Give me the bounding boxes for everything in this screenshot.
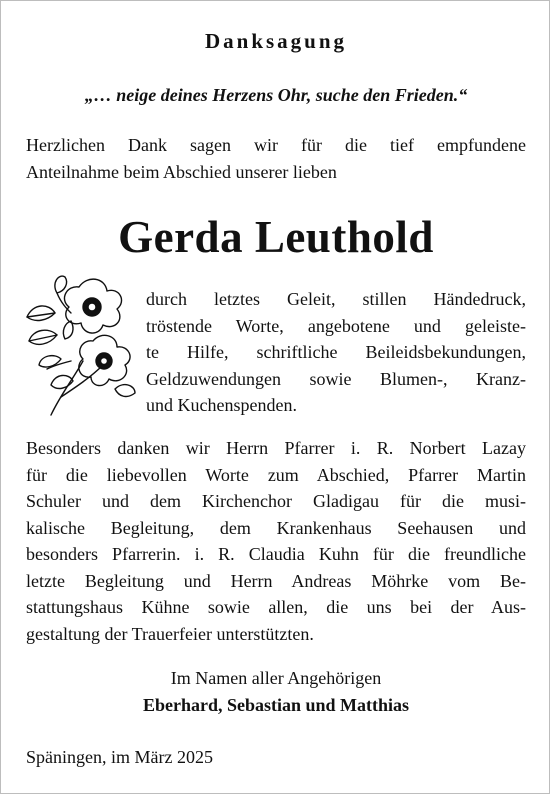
signature-names: Eberhard, Sebastian und Matthias bbox=[142, 695, 410, 715]
deceased-name: Gerda Leuthold bbox=[118, 212, 434, 262]
thanks-line: letzte Begleitung und Herrn Andreas Möhrke vom Be- bbox=[26, 570, 526, 591]
side-line: und Kuchenspenden. bbox=[146, 395, 297, 415]
thanks-line: kalische Begleitung, dem Krankenhaus Seehausen und bbox=[26, 517, 526, 538]
thanks-side-paragraph bbox=[146, 286, 526, 419]
quote: „… neige deines Herzens Ohr, suche den Frieden.“ bbox=[84, 85, 468, 105]
thanks-line: Besonders danken wir Herrn Pfarrer i. R. Norbert Lazay bbox=[26, 438, 526, 458]
place-date: Späningen, im März 2025 bbox=[26, 747, 213, 767]
side-line: durch letztes Geleit, stillen Händedruck, bbox=[146, 289, 526, 309]
thanks-line: für die liebevollen Worte zum Abschied, Pfarrer Martin bbox=[26, 464, 526, 485]
rose-flower-icon bbox=[21, 269, 139, 417]
intro-line: Anteilnahme beim Abschied unserer lieben bbox=[26, 161, 337, 182]
side-line: te Hilfe, schriftliche Beileidsbekundungen, bbox=[146, 342, 526, 362]
intro-paragraph bbox=[26, 132, 526, 185]
signature-intro: Im Namen aller Angehörigen bbox=[170, 668, 382, 688]
thanks-line: stattungshaus Kühne sowie allen, die uns bei der Aus- bbox=[26, 597, 526, 617]
thanks-line: gestaltung der Trauerfeier unterstützten. bbox=[26, 623, 314, 644]
notice-title: Danksagung bbox=[204, 29, 348, 53]
side-line: Geldzuwendungen sowie Blumen-, Kranz- bbox=[146, 368, 526, 389]
side-line: tröstende Worte, angebotene und geleiste- bbox=[146, 315, 526, 336]
thanks-line: besonders Pfarrerin. i. R. Claudia Kuhn für die freundliche bbox=[26, 544, 526, 564]
thanks-line: Schuler und dem Kirchenchor Gladigau für die musi- bbox=[26, 491, 526, 511]
special-thanks-paragraph bbox=[26, 435, 526, 647]
intro-line: Herzlichen Dank sagen wir für die tief empfundene bbox=[26, 135, 526, 155]
